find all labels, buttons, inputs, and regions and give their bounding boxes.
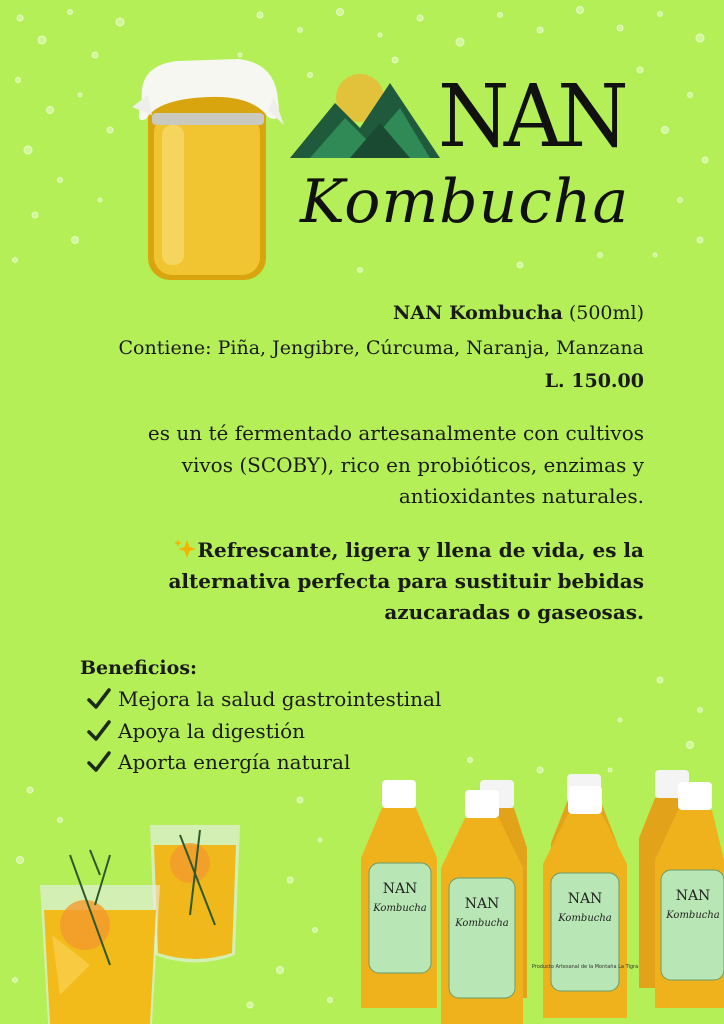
description-line: es un té fermentado artesanalmente con cultivos bbox=[147, 421, 644, 445]
benefit-item bbox=[86, 717, 305, 745]
checkmark-icon bbox=[86, 686, 112, 712]
highlight-text bbox=[44, 535, 644, 628]
checkmark-icon bbox=[86, 749, 112, 775]
bottle-label-brand: NAN bbox=[464, 896, 500, 912]
highlight-line: azucaradas o gaseosas. bbox=[384, 600, 644, 624]
highlight-line: Refrescante, ligera y llena de vida, es la bbox=[44, 535, 644, 566]
benefit-label: Aporta energía natural bbox=[118, 750, 351, 774]
bottle-label-brand: NAN bbox=[567, 891, 603, 907]
logo-mountains-icon bbox=[290, 68, 450, 163]
description-line: vivos (SCOBY), rico en probióticos, enzimas y bbox=[181, 452, 644, 477]
benefit-item bbox=[86, 748, 350, 776]
checkmark-icon bbox=[86, 718, 112, 744]
bottle-label-brand: NAN bbox=[382, 881, 418, 897]
highlight-line: alternativa perfecta para sustituir bebidas bbox=[168, 569, 644, 593]
benefit-item bbox=[86, 685, 441, 713]
benefit-label: Mejora la salud gastrointestinal bbox=[118, 687, 442, 711]
logo-wordmark: NAN bbox=[438, 67, 623, 167]
kombucha-jar-image bbox=[128, 55, 286, 290]
bottle-label-script: Kombucha bbox=[558, 913, 612, 924]
bottle-front bbox=[532, 786, 638, 1018]
bottle-label-script: Kombucha bbox=[455, 918, 509, 929]
bottle-front bbox=[361, 780, 437, 1008]
description bbox=[64, 418, 644, 513]
kombucha-glasses-image bbox=[30, 815, 260, 1024]
logo-script-text: Kombucha bbox=[300, 167, 630, 237]
product-contents: Contiene: Piña, Jengibre, Cúrcuma, Naranja, Manzana bbox=[118, 337, 644, 359]
bottle-label-script: Kombucha bbox=[373, 903, 427, 914]
bottle-label-brand: NAN bbox=[675, 888, 711, 904]
product-name: NAN Kombucha bbox=[393, 302, 563, 324]
sparkles-icon bbox=[173, 538, 197, 560]
benefit-label: Apoya la digestión bbox=[118, 719, 306, 743]
kombucha-bottles-image bbox=[355, 768, 724, 1024]
bottle-label-maker: Producto Artesanal de la Montaña La Tigra bbox=[531, 964, 639, 970]
bottle-label-script: Kombucha bbox=[666, 910, 720, 921]
product-price: L. 150.00 bbox=[544, 370, 644, 392]
product-name-line bbox=[84, 300, 644, 326]
benefits-title: Beneficios: bbox=[80, 657, 198, 679]
product-size: (500ml) bbox=[568, 302, 644, 324]
description-line: antioxidantes naturales. bbox=[398, 484, 644, 508]
